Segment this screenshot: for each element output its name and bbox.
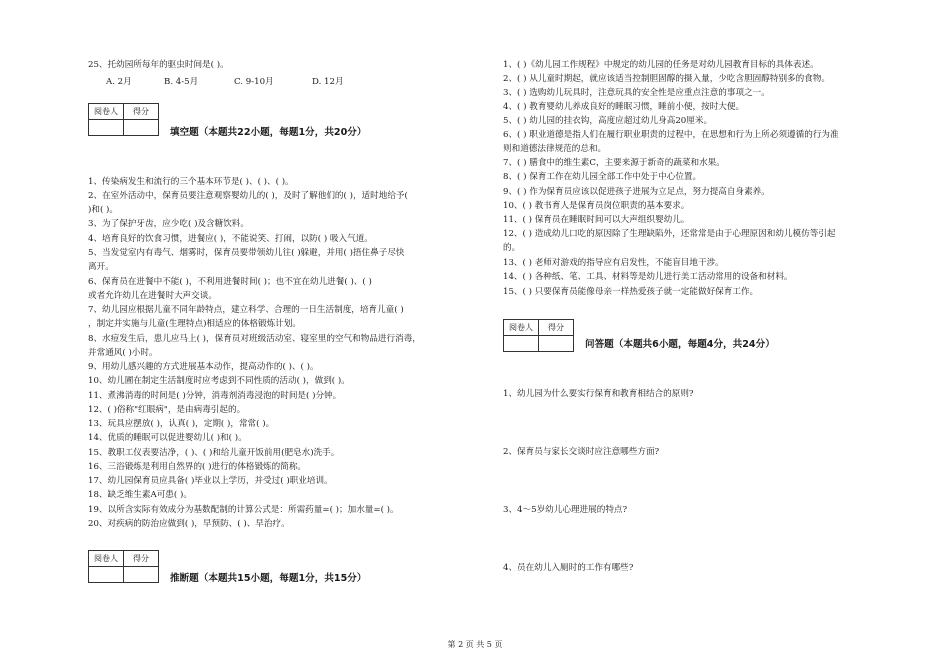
fill-line: 9、用幼儿感兴趣的方式进展基本动作，提高动作的( )、( )。 xyxy=(88,362,319,372)
score-label: 得分 xyxy=(548,323,564,332)
fill-line: ，制定并实施与儿童(生理特点)相适应的体格锻炼计划。 xyxy=(88,319,301,329)
judge-line: 8、( ) 保育工作在幼儿园全部工作中处于中心位置。 xyxy=(503,172,702,182)
judge-line: 14、( ) 各种纸、笔、工具、材料等是幼儿进行美工活动常用的设备和材料。 xyxy=(503,272,793,282)
fill-line: 7、幼儿园应根据儿童不同年龄特点，建立科学、合理的一日生活制度，培育儿童( ) xyxy=(88,305,404,315)
judge-line: 15、( ) 只要保育员能像母亲一样热爱孩子就一定能做好保育工作。 xyxy=(503,287,759,297)
qa-section-title: 问答题（本题共6小题，每题4分，共24分） xyxy=(585,339,775,350)
fill-line: 15、教职工仪表要洁净，( )、( )和给儿童开饭前用(肥皂水)洗手。 xyxy=(88,448,340,458)
option-c: C. 9-10月 xyxy=(234,77,274,87)
fill-line: 14、优质的睡眠可以促进婴幼儿( )和( )。 xyxy=(88,433,247,443)
fill-line: 10、幼儿圃在制定生活制度时应考虑到不同性质的活动( )，做到( )。 xyxy=(88,376,350,386)
fill-line: 离开。 xyxy=(88,262,114,272)
score-blank xyxy=(539,336,573,351)
fill-line: 11、煮沸消毒的时间是( )分钟，消毒剂消毒浸泡的时间是( )分钟。 xyxy=(88,391,342,401)
judge-line: 10、( ) 教书育人是保育员岗位职责的基本要求。 xyxy=(503,201,690,211)
judge-line: 4、( ) 教育婴幼儿养成良好的睡眠习惯，睡前小便，按时大便。 xyxy=(503,102,745,112)
fill-section-title: 填空题（本题共22小题，每题1分，共20分） xyxy=(170,127,367,138)
fill-line: 12、( )俗称"红眼病"，是由病毒引起的。 xyxy=(88,405,246,415)
fill-line: )和( )。 xyxy=(88,205,118,215)
judge-line: 13、( ) 老师对游戏的指导应有启发性，不能盲目地干涉。 xyxy=(503,258,724,268)
fill-line: 18、缺乏维生素A可患( )。 xyxy=(88,490,192,500)
question-25-stem: 25、托幼园所每年的驱虫时间是( )。 xyxy=(88,60,229,70)
option-a: A. 2月 xyxy=(106,77,132,87)
reviewer-blank xyxy=(89,120,124,135)
fill-line: 3、为了保护牙齿，应少吃( )及含糖饮料。 xyxy=(88,219,249,229)
reviewer-label: 阅卷人 xyxy=(89,104,124,119)
judge-line: 12、( ) 造成幼儿口吃的原因除了生理缺陷外，还常常是由于心理原因和幼儿模仿等引起 xyxy=(503,229,836,239)
fill-line: 或者允许幼儿在进餐时大声交谈。 xyxy=(88,291,217,301)
fill-line: 20、对疾病的防治应做到( )，早预防、( )、早治疗。 xyxy=(88,519,290,529)
judge-line: 11、( ) 保育员在睡眠时间可以大声组织婴幼儿。 xyxy=(503,215,690,225)
judge-line: 则和道德法律规范的总和。 xyxy=(503,144,607,154)
judge-line: 的。 xyxy=(503,243,521,253)
judge-line: 3、( ) 选购幼儿玩具时，注意玩具的安全性是应重点注意的事项之一。 xyxy=(503,88,770,98)
qa-question: 4、员在幼儿入厕时的工作有哪些? xyxy=(503,563,634,573)
qa-question: 1、幼儿园为什么要实行保育和教育相结合的原则? xyxy=(503,389,694,399)
fill-line: 1、传染病发生和流行的三个基本环节是( )、( )、( )。 xyxy=(88,177,294,187)
fill-line: 16、三浴锻炼是利用自然界的( )进行的体格锻炼的简称。 xyxy=(88,462,307,472)
fill-line: 并常通风( )小时。 xyxy=(88,348,158,358)
score-box-qa xyxy=(503,319,574,352)
reviewer-blank xyxy=(504,336,539,351)
judge-section-title: 推断题（本题共15小题，每题1分，共15分） xyxy=(170,573,367,584)
option-d: D. 12月 xyxy=(312,77,344,87)
fill-line: 6、保育员在进餐中不能( )，不利用进餐时间( )；也不宜在幼儿进餐( )、( ) xyxy=(88,277,372,287)
judge-line: 6、( ) 职业道德是指人们在履行职业职责的过程中，在思想和行为上所必须遵循的行为准 xyxy=(503,130,839,140)
judge-line: 1、( )《幼儿园工作规程》中规定的幼儿园的任务是对幼儿园教育目标的具体表述。 xyxy=(503,60,819,70)
score-blank xyxy=(124,120,158,135)
score-box-fill xyxy=(88,103,159,136)
reviewer-label: 阅卷人 xyxy=(504,320,539,335)
score-box-judge xyxy=(88,550,159,583)
fill-line: 8、水痘发生后，患儿应马上( )，保育员对班级活动室、寝室里的空气和物品进行消毒， xyxy=(88,334,421,344)
judge-line: 7、( ) 膳食中的维生素C，主要来源于新奇的蔬菜和水果。 xyxy=(503,158,725,168)
reviewer-label: 阅卷人 xyxy=(89,551,124,566)
judge-line: 2、( ) 从儿童时期起，就应该适当控制胆固醇的摄入量，少吃含胆固醇特别多的食物。 xyxy=(503,74,831,84)
fill-line: 13、玩具应摆放( )，认真( )，定期( )，常常( )。 xyxy=(88,419,275,429)
fill-line: 17、幼儿园保育员应具备( )毕业以上学历，并受过( )职业培训。 xyxy=(88,476,333,486)
fill-line: 19、以所含实际有效成分为基数配制的计算公式是：所需药量=( )；加水量=( )。 xyxy=(88,505,399,515)
judge-line: 5、( ) 幼儿园的挂衣钩，高度应超过幼儿身高20厘米。 xyxy=(503,116,713,126)
fill-line: 4、培育良好的饮食习惯，进餐应( )，不能说笑、打闹，以防( ) 吸入气道。 xyxy=(88,234,373,244)
qa-question: 2、保育员与家长交谈时应注意哪些方面? xyxy=(503,447,660,457)
score-label: 得分 xyxy=(133,554,149,563)
page-number: 第 2 页 共 5 页 xyxy=(447,640,503,649)
score-label: 得分 xyxy=(133,107,149,116)
option-b: B. 4-5月 xyxy=(164,77,199,87)
reviewer-blank xyxy=(89,567,124,582)
fill-line: 5、当发觉室内有毒气、烟雾时，保育员要带领幼儿往( )躲避，并用( )捂住鼻子尽快 xyxy=(88,248,405,258)
qa-question: 3、4～5岁幼儿心理进展的特点? xyxy=(503,505,628,515)
fill-line: 2、在室外活动中，保育员要注意观察婴幼儿的( )，及时了解他们的( )，适时地给予( xyxy=(88,191,408,201)
score-blank xyxy=(124,567,158,582)
judge-line: 9、( ) 作为保育员应该以促进孩子进展为立足点，努力提高自身素养。 xyxy=(503,187,770,197)
